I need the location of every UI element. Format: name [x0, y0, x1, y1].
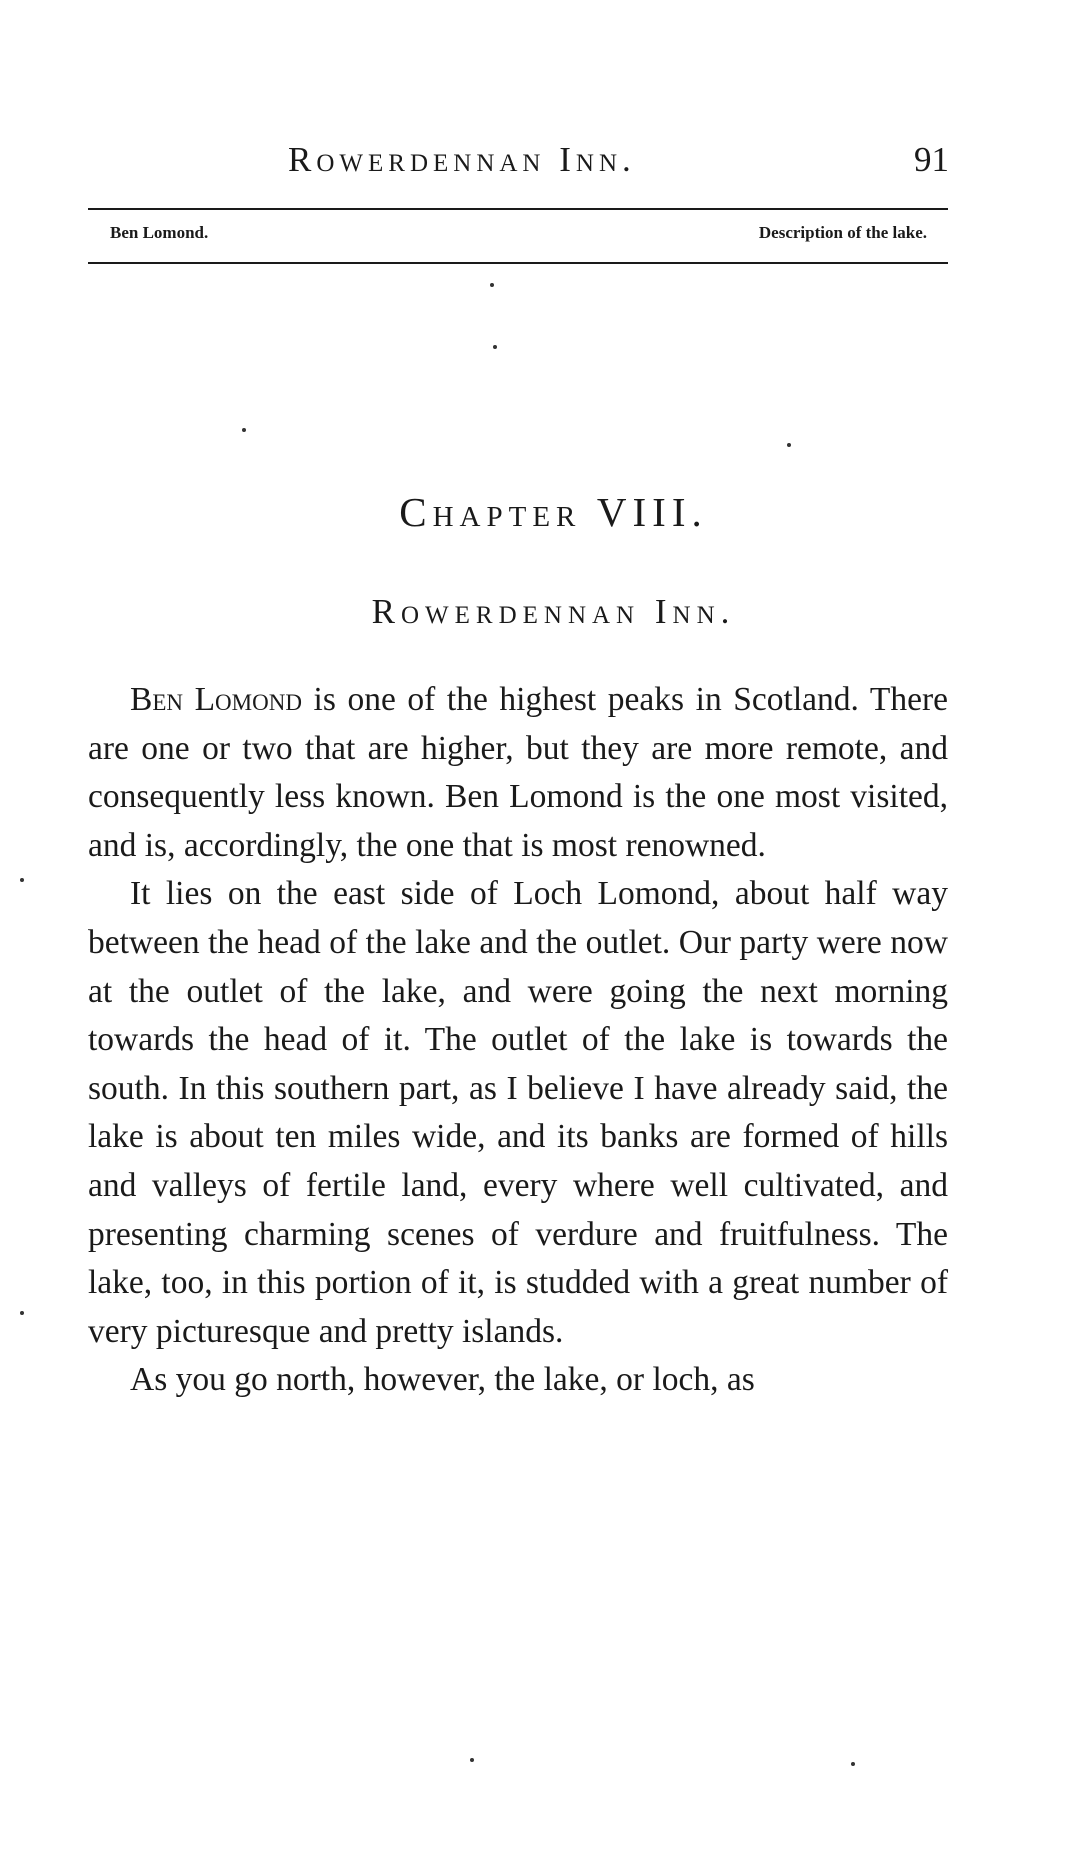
chapter-title: Rowerdennan Inn.: [371, 592, 736, 631]
paragraph-lead-words: Ben Lomond: [130, 681, 302, 718]
chapter-number: Chapter VIII.: [399, 489, 708, 535]
paragraph-1-text: is one of the highest peaks in Scotland. There are one or two that are higher, but they are more remote, and consequently less known. Ben Lomond is the one most visited, and is, accordingly, the one that is most renowned.: [88, 681, 948, 864]
scan-speck: [20, 1311, 24, 1315]
paragraph-1: [88, 676, 948, 870]
running-head-title: Rowerdennan Inn.: [288, 140, 636, 179]
paragraph-3: As you go north, however, the lake, or loch, as: [130, 1361, 755, 1399]
scan-speck: [242, 428, 246, 432]
header-rule-bottom: [88, 262, 948, 264]
sidenote-right: Description of the lake.: [758, 223, 927, 242]
scan-speck: [490, 283, 494, 287]
scan-speck: [20, 878, 24, 882]
scan-speck: [470, 1758, 474, 1762]
body-text: [88, 676, 948, 1405]
page-number: 91: [914, 140, 949, 179]
paragraph-2: It lies on the east side of Loch Lomond, about half way between the head of the lake and the outlet. Our party were now at the outlet of the lake, and were going the next morning towards the head of it. The outlet of the lake is towards the south. In this southern part, as I believe I have already said, the lake is about ten miles wide, and its banks are formed of hills and valleys of fertile land, every where well cultivated, and presenting charming scenes of verdure and fruitfulness. The lake, too, in this portion of it, is studded with a great number of very picturesque and pretty islands.: [88, 875, 948, 1350]
scan-speck: [851, 1762, 855, 1766]
header-rule-top: [88, 208, 948, 210]
sidenote-left: Ben Lomond.: [110, 223, 209, 242]
scan-speck: [787, 443, 791, 447]
scan-speck: [493, 345, 497, 349]
